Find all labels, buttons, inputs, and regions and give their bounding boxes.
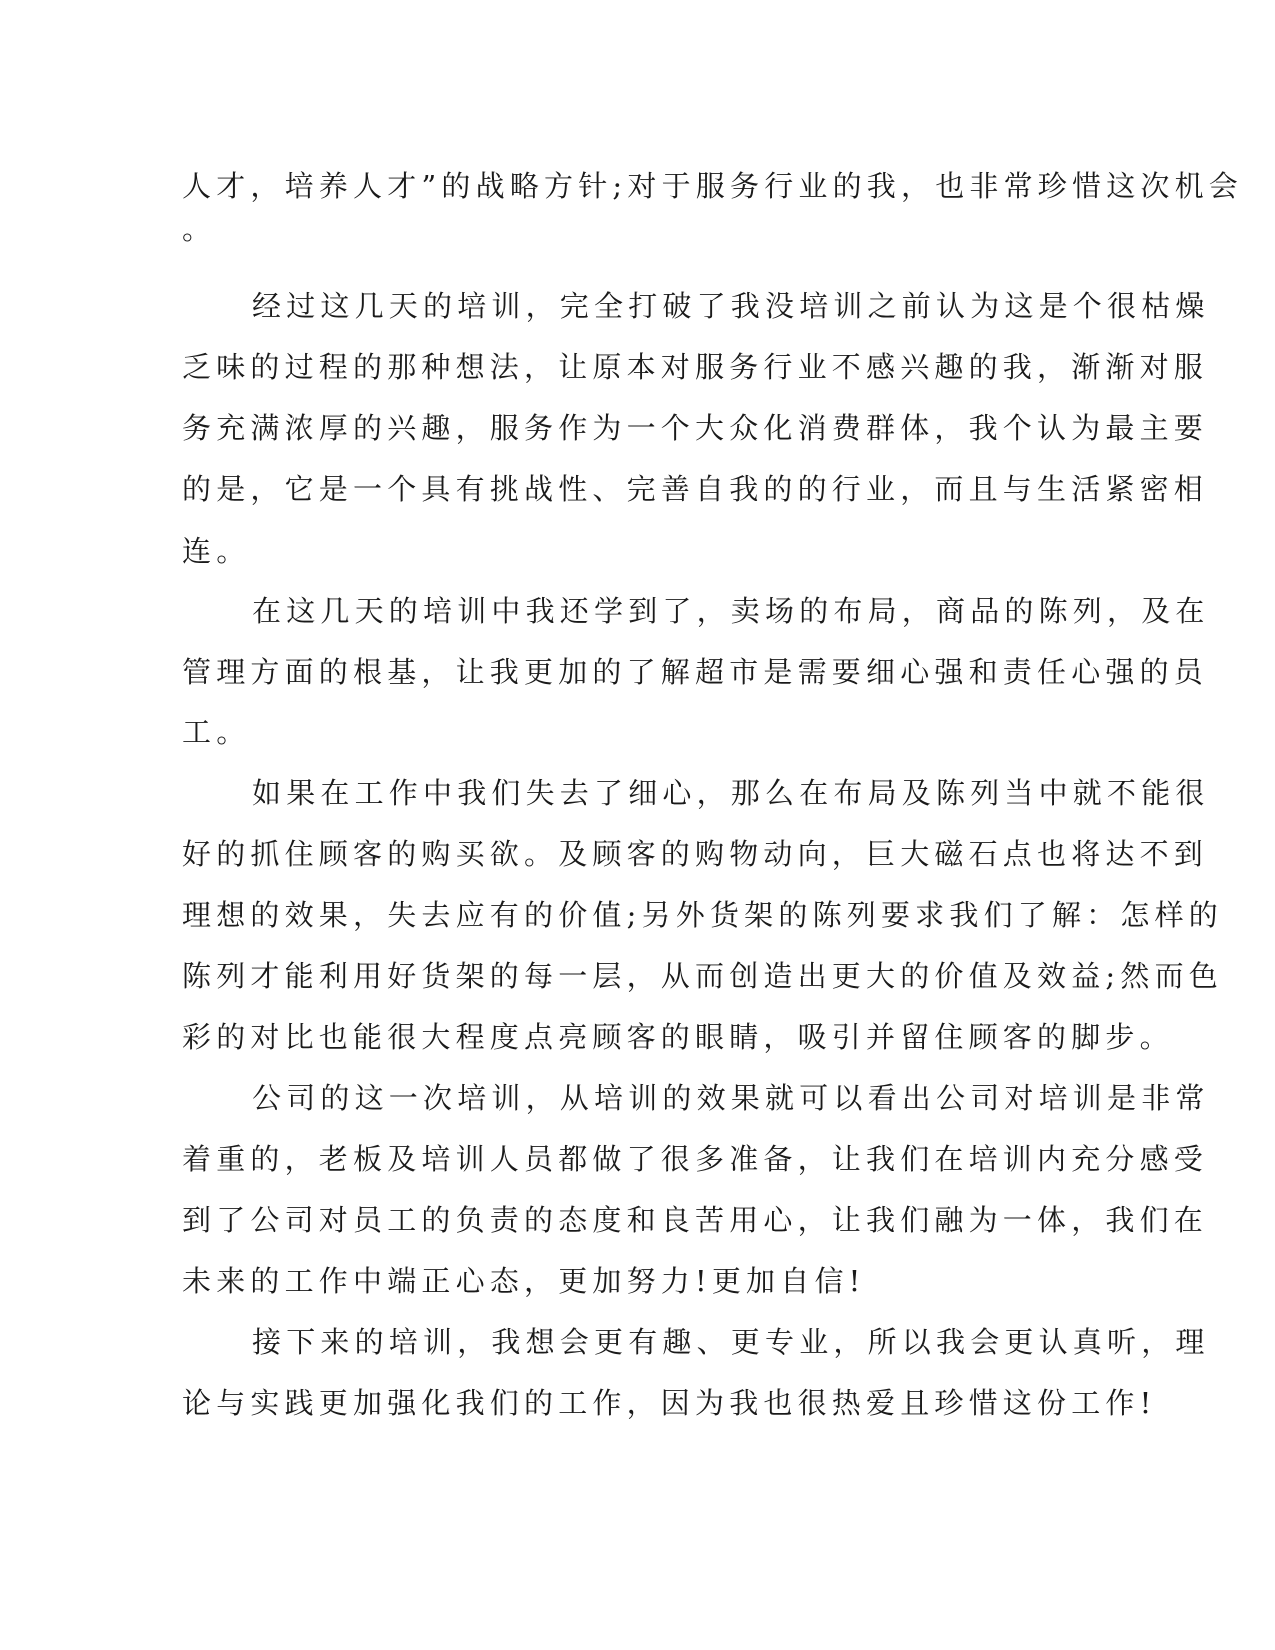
text-line: 理想的效果，失去应有的价值;另外货架的陈列要求我们了解：怎样的 (182, 898, 1223, 932)
text-line: 陈列才能利用好货架的每一层，从而创造出更大的价值及效益;然而色 (182, 959, 1223, 993)
text-line: 未来的工作中端正心态，更加努力!更加自信! (182, 1264, 866, 1298)
text-line: 着重的，老板及培训人员都做了很多准备，让我们在培训内充分感受 (182, 1142, 1209, 1176)
text-line: 在这几天的培训中我还学到了，卖场的布局，商品的陈列，及在 (252, 594, 1210, 628)
text-line: 的是，它是一个具有挑战性、完善自我的的行业，而且与生活紧密相 (182, 472, 1209, 506)
text-line: 彩的对比也能很大程度点亮顾客的眼睛，吸引并留住顾客的脚步。 (182, 1020, 1174, 1054)
text-line: 管理方面的根基，让我更加的了解超市是需要细心强和责任心强的员 (182, 655, 1209, 689)
text-line: 连。 (182, 534, 251, 568)
text-line: 。 (182, 212, 217, 246)
text-line: 如果在工作中我们失去了细心，那么在布局及陈列当中就不能很 (252, 776, 1210, 810)
text-line: 好的抓住顾客的购买欲。及顾客的购物动向，巨大磁石点也将达不到 (182, 837, 1209, 871)
text-line: 乏味的过程的那种想法，让原本对服务行业不感兴趣的我，渐渐对服 (182, 350, 1209, 384)
text-line: 经过这几天的培训，完全打破了我没培训之前认为这是个很枯燥 (252, 289, 1210, 323)
text-line: 到了公司对员工的负责的态度和良苦用心，让我们融为一体，我们在 (182, 1203, 1209, 1237)
text-line: 工。 (182, 715, 251, 749)
text-line: 论与实践更加强化我们的工作，因为我也很热爱且珍惜这份工作! (182, 1386, 1157, 1420)
text-line: 接下来的培训，我想会更有趣、更专业，所以我会更认真听，理 (252, 1325, 1210, 1359)
text-line: 务充满浓厚的兴趣，服务作为一个大众化消费群体，我个认为最主要 (182, 411, 1209, 445)
text-line: 公司的这一次培训，从培训的效果就可以看出公司对培训是非常 (252, 1081, 1210, 1115)
text-line: 人才，培养人才”的战略方针;对于服务行业的我，也非常珍惜这次机会 (182, 169, 1243, 203)
